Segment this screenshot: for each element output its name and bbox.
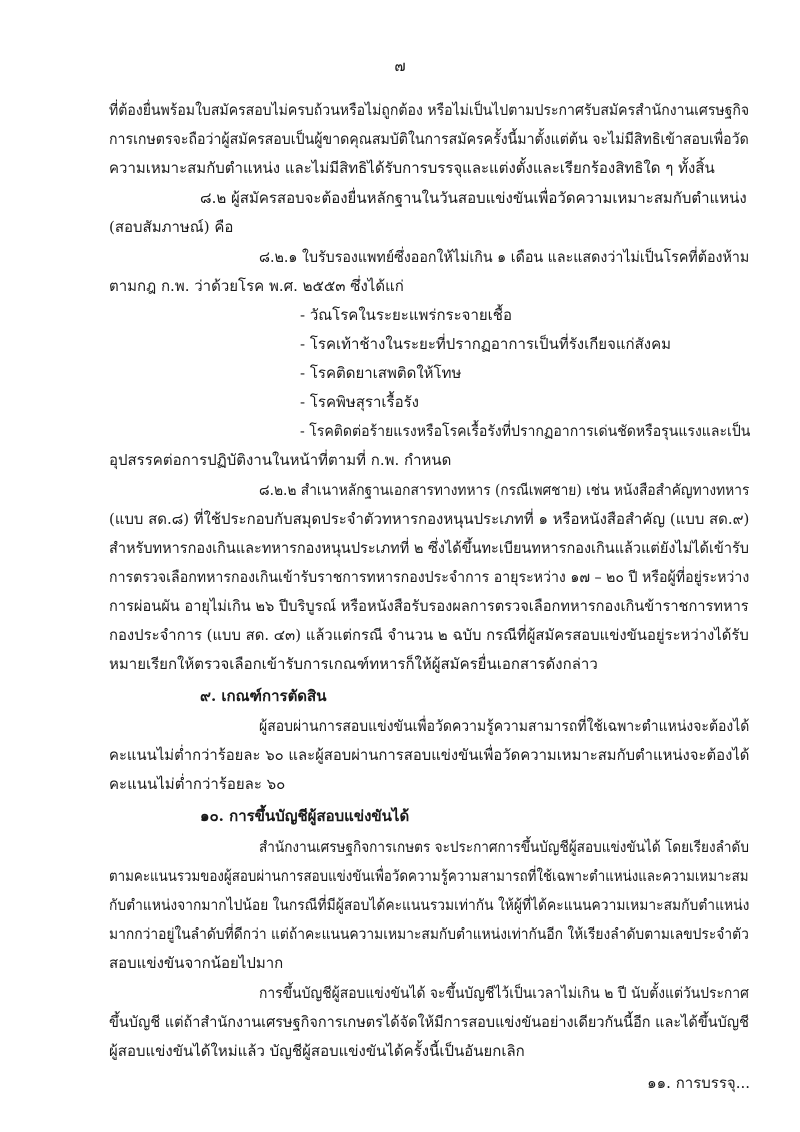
paragraph-line: (แบบ สด.๘) ที่ใช้ประกอบกับสมุดประจำตัวทหารกองหนุนประเภทที่ ๑ หรือหนังสือสำคัญ (แบบ สด.๙) xyxy=(109,510,750,528)
paragraph-line: มากกว่าอยู่ในลำดับที่ดีกว่า แต่ถ้าคะแนนความเหมาะสมกับตำแหน่งเท่ากันอีก ให้เรียงลำดับตามเลขประจำตัว xyxy=(109,925,749,943)
paragraph-line: คะแนนไม่ต่ำกว่าร้อยละ ๖๐ และผู้สอบผ่านการสอบแข่งขันเพื่อวัดความเหมาะสมกับตำแหน่งจะต้องได้ xyxy=(109,746,750,764)
paragraph-line: การเกษตรจะถือว่าผู้สมัครสอบเป็นผู้ขาดคุณสมบัติในการสมัครครั้งนี้มาตั้งแต่ต้น จะไม่มีสิทธิเข้าสอบเพื่อวัด xyxy=(109,130,749,148)
paragraph-line: สำนักงานเศรษฐกิจการเกษตร จะประกาศการขึ้นบัญชีผู้สอบแข่งขันได้ โดยเรียงลำดับ xyxy=(259,838,749,856)
paragraph-line: ผู้สอบผ่านการสอบแข่งขันเพื่อวัดความรู้ความสามารถที่ใช้เฉพาะตำแหน่งจะต้องได้ xyxy=(259,717,750,735)
paragraph-line: การผ่อนผัน อายุไม่เกิน ๒๖ ปีบริบูรณ์ หรือหนังสือรับรองผลการตรวจเลือกทหารกองเกินข้าราชการทหาร xyxy=(109,597,749,615)
section-8-2-2-heading: ๘.๒.๒ สำเนาหลักฐานเอกสารทางทหาร (กรณีเพศชาย) เช่น หนังสือสำคัญทางทหาร xyxy=(259,481,750,499)
list-item: - โรคติดยาเสพติดให้โทษ xyxy=(300,364,462,382)
paragraph-line: ขึ้นบัญชี แต่ถ้าสำนักงานเศรษฐกิจการเกษตรได้จัดให้มีการสอบแข่งขันอย่างเดียวกันนี้อีก และได้ขึ้นบัญชี xyxy=(109,1013,749,1031)
paragraph-line: สอบแข่งขันจากน้อยไปมาก xyxy=(109,954,284,972)
section-8-2-1-heading: ๘.๒.๑ ใบรับรองแพทย์ซึ่งออกให้ไม่เกิน ๑ เดือน และแสดงว่าไม่เป็นโรคที่ต้องห้าม xyxy=(259,248,750,266)
page-number: ๗ xyxy=(394,57,406,75)
paragraph-line: สำหรับทหารกองเกินและทหารกองหนุนประเภทที่ ๒ ซึ่งได้ขึ้นทะเบียนทหารกองเกินแล้วแต่ยังไม่ได้เข้ารับ xyxy=(109,539,749,557)
paragraph-line: อุปสรรคต่อการปฏิบัติงานในหน้าที่ตามที่ ก.พ. กำหนด xyxy=(109,451,452,469)
paragraph-line: การขึ้นบัญชีผู้สอบแข่งขันได้ จะขึ้นบัญชีไว้เป็นเวลาไม่เกิน ๒ ปี นับตั้งแต่วันประกาศ xyxy=(259,984,749,1002)
paragraph-line: การตรวจเลือกทหารกองเกินเข้ารับราชการทหารกองประจำการ อายุระหว่าง ๑๗ – ๒๐ ปี หรือผู้ที่อยู่ระหว่าง xyxy=(109,568,750,586)
paragraph-line: ที่ต้องยื่นพร้อมใบสมัครสอบไม่ครบถ้วนหรือไม่ถูกต้อง หรือไม่เป็นไปตามประกาศรับสมัครสำนักงานเศรษฐกิจ xyxy=(109,101,750,119)
paragraph-line: คะแนนไม่ต่ำกว่าร้อยละ ๖๐ xyxy=(109,775,286,793)
paragraph-line: (สอบสัมภาษณ์) คือ xyxy=(109,218,234,236)
paragraph-line: กองประจำการ (แบบ สด. ๔๓) แล้วแต่กรณี จำนวน ๒ ฉบับ กรณีที่ผู้สมัครสอบแข่งขันอยู่ระหว่างได้รับ xyxy=(109,626,749,644)
paragraph-line: หมายเรียกให้ตรวจเลือกเข้ารับการเกณฑ์ทหารก็ให้ผู้สมัครยื่นเอกสารดังกล่าว xyxy=(109,655,598,673)
paragraph-line: ความเหมาะสมกับตำแหน่ง และไม่มีสิทธิได้รับการบรรจุและแต่งตั้งและเรียกร้องสิทธิใด ๆ ทั้งสิ้น xyxy=(109,159,715,177)
list-item: - โรคติดต่อร้ายแรงหรือโรคเรื้อรังที่ปรากฏอาการเด่นชัดหรือรุนแรงและเป็น xyxy=(300,422,751,440)
list-item: - โรคพิษสุราเรื้อรัง xyxy=(300,393,419,411)
paragraph-line: ตามกฎ ก.พ. ว่าด้วยโรค พ.ศ. ๒๕๕๓ ซึ่งได้แก่ xyxy=(109,277,404,295)
continuation-footer: ๑๑. การบรรจุ... xyxy=(647,1074,750,1092)
section-8-2-heading: ๘.๒ ผู้สมัครสอบจะต้องยื่นหลักฐานในวันสอบแข่งขันเพื่อวัดความเหมาะสมกับตำแหน่ง xyxy=(200,189,747,207)
paragraph-line: กับตำแหน่งจากมากไปน้อย ในกรณีที่มีผู้สอบได้คะแนนรวมเท่ากัน ให้ผู้ที่ได้คะแนนความเหมาะสมกับตำแหน่ง xyxy=(109,896,750,914)
paragraph-line: ตามคะแนนรวมของผู้สอบผ่านการสอบแข่งขันเพื่อวัดความรู้ความสามารถที่ใช้เฉพาะตำแหน่งและความเหมาะสม xyxy=(109,867,749,885)
list-item: - โรคเท้าช้างในระยะที่ปรากฏอาการเป็นที่รังเกียจแก่สังคม xyxy=(300,335,672,353)
section-10-heading: ๑๐. การขึ้นบัญชีผู้สอบแข่งขันได้ xyxy=(200,807,410,825)
paragraph-line: ผู้สอบแข่งขันได้ใหม่แล้ว บัญชีผู้สอบแข่งขันได้ครั้งนี้เป็นอันยกเลิก xyxy=(109,1042,525,1060)
section-9-heading: ๙. เกณฑ์การตัดสิน xyxy=(200,687,327,705)
list-item: - วัณโรคในระยะแพร่กระจายเชื้อ xyxy=(300,306,512,324)
